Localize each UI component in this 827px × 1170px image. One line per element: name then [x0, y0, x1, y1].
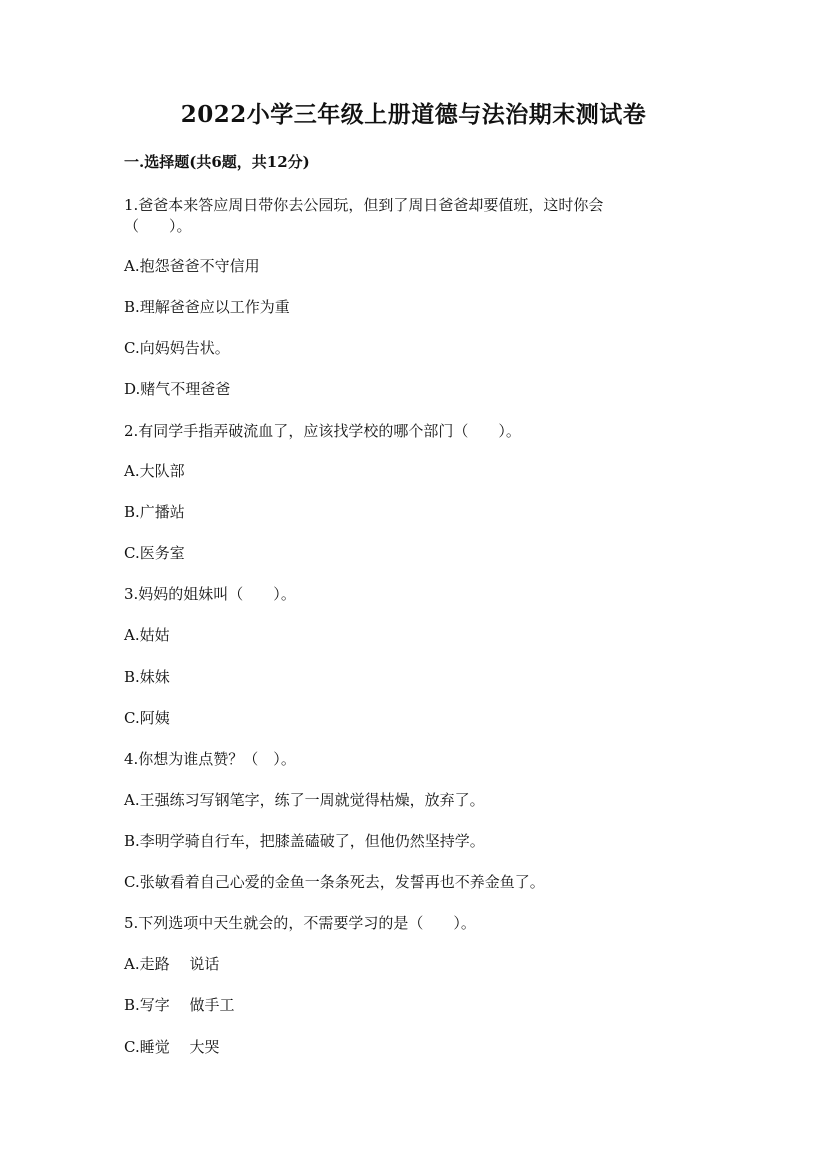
question-5-option-a: A.走路 说话: [124, 955, 220, 973]
question-3-stem: 3.妈妈的姐妹叫（ ）。: [124, 585, 296, 603]
question-3-option-b: B.妹妹: [124, 668, 170, 686]
question-5-stem: 5.下列选项中天生就会的，不需要学习的是（ ）。: [124, 914, 476, 932]
question-1-option-a: A.抱怨爸爸不守信用: [124, 257, 260, 275]
question-4-option-b: B.李明学骑自行车，把膝盖磕破了，但他仍然坚持学。: [124, 832, 485, 850]
question-1-option-d: D.赌气不理爸爸: [124, 380, 231, 398]
question-4-option-c: C.张敏看着自己心爱的金鱼一条条死去，发誓再也不养金鱼了。: [124, 873, 545, 891]
question-1-option-c: C.向妈妈告状。: [124, 339, 230, 357]
question-2-option-a: A.大队部: [124, 462, 185, 480]
question-2-option-c: C.医务室: [124, 544, 185, 562]
question-5-option-c: C.睡觉 大哭: [124, 1038, 220, 1056]
question-1-stem-line-1: 1.爸爸本来答应周日带你去公园玩，但到了周日爸爸却要值班，这时你会: [124, 196, 604, 214]
question-1-option-b: B.理解爸爸应以工作为重: [124, 298, 290, 316]
question-1-stem-line-2: （ ）。: [124, 217, 192, 235]
question-4-stem: 4.你想为谁点赞？（ ）。: [124, 750, 296, 768]
section-heading: 一.选择题(共6题，共12分): [124, 153, 310, 171]
question-3-option-c: C.阿姨: [124, 709, 170, 727]
question-2-stem: 2.有同学手指弄破流血了，应该找学校的哪个部门（ ）。: [124, 422, 521, 440]
question-4-option-a: A.王强练习写钢笔字，练了一周就觉得枯燥，放弃了。: [124, 791, 485, 809]
page-title: 2022小学三年级上册道德与法治期末测试卷: [180, 101, 647, 128]
question-3-option-a: A.姑姑: [124, 626, 170, 644]
question-2-option-b: B.广播站: [124, 503, 185, 521]
question-5-option-b: B.写字 做手工: [124, 996, 235, 1014]
